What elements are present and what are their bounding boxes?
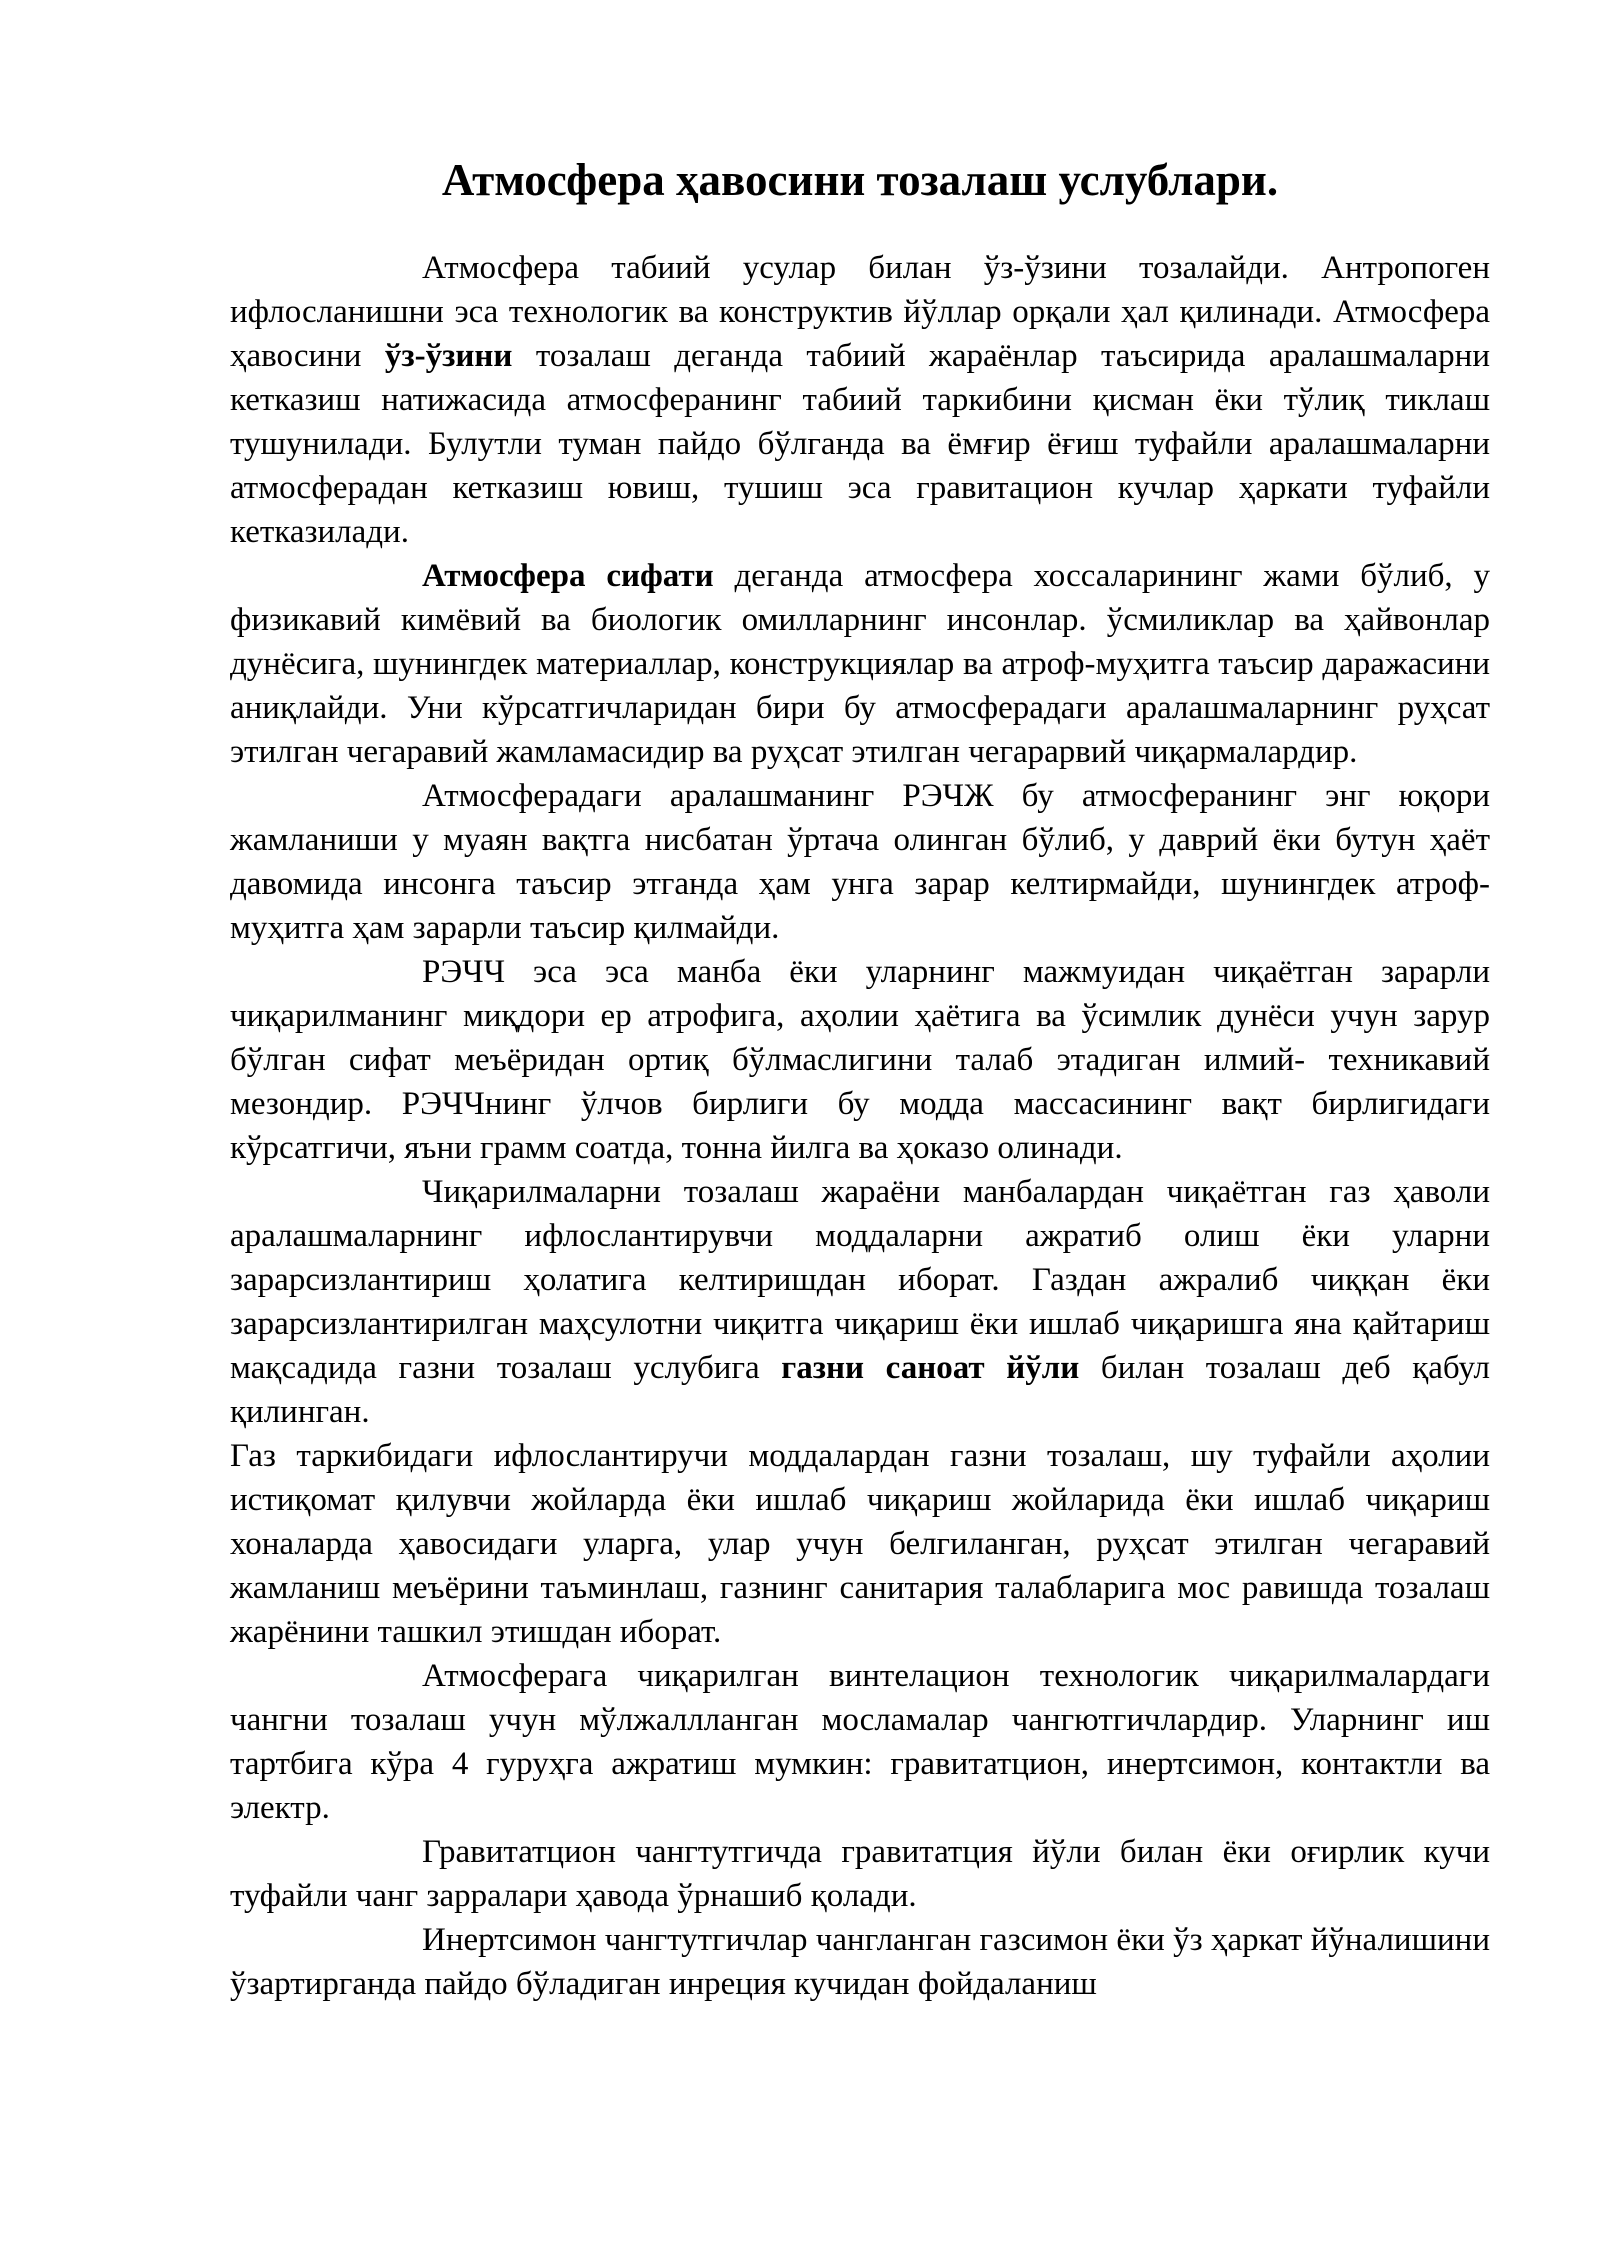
paragraph-text: тозалаш деганда табиий жараёнлар таъсирида аралашмаларни кетказиш натижасида атмосферанинг табиий таркибини қисман ёки тўлиқ тиклаш тушунилади. Булутли туман пайдо бўлганда ва ёмғир ёғиш туфайли аралашмаларни атмосферадан кетказиш ювиш, тушиш эса гравитацион кучлар ҳаркати туфайли кетказилади. xyxy=(230,338,1490,550)
document-body xyxy=(230,246,1490,2006)
bold-term-industrial-gas-cleaning: газни саноат йўли xyxy=(781,1350,1080,1386)
paragraph-gas-purification: Газ таркибидаги ифлослантиручи моддалардан газни тозалаш, шу туфайли аҳолии истиқомат қилувчи жойларда ёки ишлаб чиқариш жойларида ёки ишлаб чиқариш хоналарда ҳавосидаги уларга, улар учун белгиланган, руҳсат этилган чегаравий жамланиш меъёрини таъминлаш, газнинг санитария талабларига мос равишда тозалаш жарёнини ташкил этишдан иборат. xyxy=(230,1438,1490,1650)
paragraph-self-cleaning xyxy=(230,246,1490,554)
bold-term-atmosphere-quality: Атмосфера сифати xyxy=(422,558,714,594)
paragraph-gravitational: Гравитатцион чангтутгичда гравитатция йўли билан ёки оғирлик кучи туфайли чанг зарралари ҳавода ўрнашиб қолади. xyxy=(230,1834,1490,1914)
bold-term-self-cleaning: ўз-ўзини xyxy=(384,338,513,374)
paragraph-text: Атмосфера табиий усулар билан ўз-ўзини тозалайди. Антропоген ифлосланишни эса технологик ва конструктив йўллар орқали ҳал қилинади. Атмосфера ҳавосини xyxy=(230,250,1490,374)
paragraph-rechch: РЭЧЧ эса эса манба ёки уларнинг мажмуидан чиқаётган зарарли чиқарилманинг миқдори ер атрофига, аҳолии ҳаётига ва ўсимлик дунёси учун зарур бўлган сифат меъёридан ортиқ бўлмаслигини талаб этадиган илмий- техникавий мезондир. РЭЧЧнинг ўлчов бирлиги бу модда массасининг вақт бирлигидаги кўрсатгичи, яъни грамм соатда, тонна йилга ва ҳоказо олинади. xyxy=(230,954,1490,1166)
paragraph-atmosphere-quality xyxy=(230,554,1490,774)
paragraph-text: деганда атмосфера хоссаларининг жами бўлиб, у физикавий кимёвий ва биологик омилларнинг инсонлар. ўсмиликлар ва ҳайвонлар дунёсига, шунингдек материаллар, конструкциялар ва атроф-муҳитга таъсир даражасини аниқлайди. Уни кўрсатгичларидан бири бу атмосферадаги аралашмаларнинг руҳсат этилган чегаравий жамламасидир ва руҳсат этилган чегарарвий чиқармалардир. xyxy=(230,558,1490,770)
paragraph-text: билан тозалаш деб қабул қилинган. xyxy=(230,1350,1490,1430)
paragraph-rechzh: Атмосферадаги аралашманинг РЭЧЖ бу атмосферанинг энг юқори жамланиши у муаян вақтга нисбатан ўртача олинган бўлиб, у даврий ёки бутун ҳаёт давомида инсонга таъсир этганда ҳам унга зарар келтирмайди, шунингдек атроф-муҳитга ҳам зарарли таъсир қилмайди. xyxy=(230,778,1490,946)
paragraph-text: Чиқарилмаларни тозалаш жараёни манбалардан чиқаётган газ ҳаволи аралашмаларнинг ифлослантирувчи моддаларни ажратиб олиш ёки уларни зарарсизлантириш ҳолатига келтиришдан иборат. Газдан ажралиб чиққан ёки зарарсизлантирилган маҳсулотни чиқитга чиқариш ёки ишлаб чиқаришга яна қайтариш мақсадида газни тозалаш услубига xyxy=(230,1174,1490,1386)
paragraph-dust-collectors: Атмосферага чиқарилган винтелацион технологик чиқарилмалардаги чангни тозалаш учун мўлжаллланган мосламалар чангютгичлардир. Уларнинг иш тартбига кўра 4 гуруҳга ажратиш мумкин: гравитатцион, инертсимон, контактли ва электр. xyxy=(230,1658,1490,1826)
paragraph-inertial: Инертсимон чангтутгичлар чангланган газсимон ёки ўз ҳаркат йўналишини ўзартирганда пайдо бўладиган инреция кучидан фойдаланиш xyxy=(230,1922,1490,2002)
paragraph-emission-cleaning xyxy=(230,1170,1490,1434)
document-title: Атмосфера ҳавосини тозалаш услублари. xyxy=(441,155,1279,205)
